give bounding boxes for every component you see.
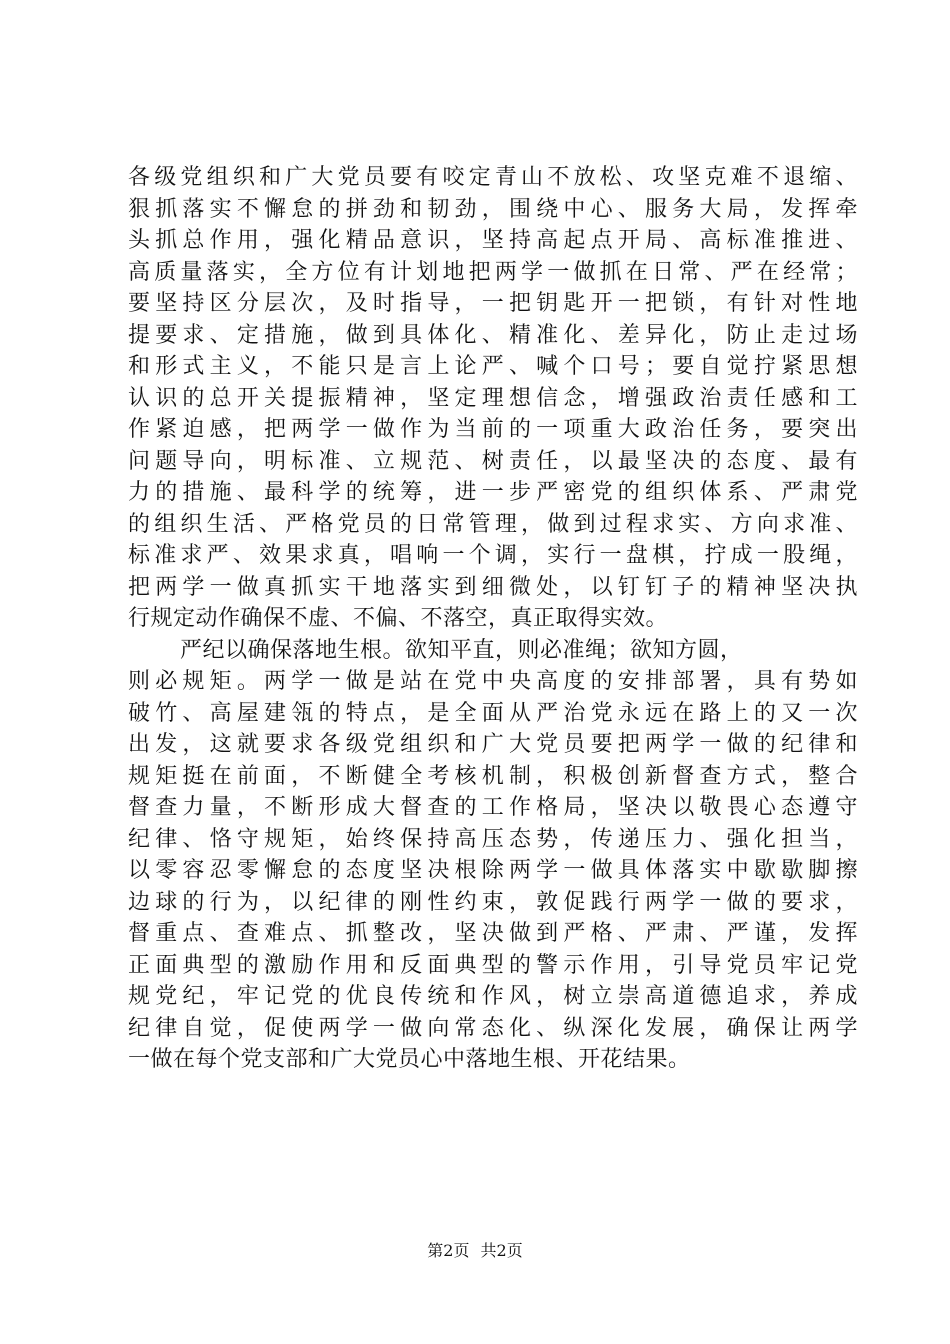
text-line: 各级党组织和广大党员要有咬定青山不放松、攻坚克难不退缩、	[128, 165, 858, 190]
paragraph-2	[128, 635, 858, 1076]
text-line: 头抓总作用，强化精品意识，坚持高起点开局、高标准推进、	[128, 228, 858, 253]
text-line: 纪律、恪守规矩，始终保持高压态势，传递压力、强化担当，	[128, 826, 858, 852]
text-line: 严纪以确保落地生根。欲知平直，则必准绳；欲知方圆，	[180, 637, 743, 663]
text-line: 问题导向，明标准、立规范、树责任，以最坚决的态度、最有	[128, 448, 858, 474]
text-line: 和形式主义，不能只是言上论严、喊个口号；要自觉拧紧思想	[128, 354, 858, 379]
text-line: 破竹、高屋建瓴的特点，是全面从严治党永远在路上的又一次	[128, 700, 858, 726]
text-line: 一做在每个党支部和广大党员心中落地生根、开花结果。	[128, 1047, 691, 1072]
page-number: 第2页	[427, 1241, 470, 1260]
text-line: 提要求、定措施，做到具体化、精准化、差异化，防止走过场	[128, 322, 858, 348]
text-line: 督查力量，不断形成大督查的工作格局，坚决以敬畏心态遵守	[128, 795, 858, 820]
text-line: 作紧迫感，把两学一做作为当前的一项重大政治任务，要突出	[128, 417, 858, 442]
paragraph-1	[128, 162, 858, 635]
text-line: 把两学一做真抓实干地落实到细微处，以钉钉子的精神坚决执	[128, 574, 858, 600]
text-line: 要坚持区分层次，及时指导，一把钥匙开一把锁，有针对性地	[128, 291, 858, 316]
text-line: 督重点、查难点、抓整改，坚决做到严格、严肃、严谨，发挥	[128, 921, 858, 946]
text-line: 标准求严、效果求真，唱响一个调，实行一盘棋，拧成一股绳，	[128, 543, 858, 568]
text-line: 行规定动作确保不虚、不偏、不落空，真正取得实效。	[128, 606, 669, 631]
text-line: 边球的行为，以纪律的刚性约束，敦促践行两学一做的要求，	[128, 889, 858, 915]
text-line: 则必规矩。两学一做是站在党中央高度的安排部署，具有势如	[128, 669, 858, 694]
text-line: 规党纪，牢记党的优良传统和作风，树立崇高道德追求，养成	[128, 984, 858, 1009]
page-footer	[0, 1241, 950, 1261]
text-line: 规矩挺在前面，不断健全考核机制，积极创新督查方式，整合	[128, 763, 858, 789]
text-line: 狠抓落实不懈怠的拼劲和韧劲，围绕中心、服务大局，发挥牵	[128, 196, 858, 222]
text-line: 正面典型的激励作用和反面典型的警示作用，引导党员牢记党	[128, 952, 858, 978]
text-line: 力的措施、最科学的统筹，进一步严密党的组织体系、严肃党	[128, 480, 858, 505]
text-line: 的组织生活、严格党员的日常管理，做到过程求实、方向求准、	[128, 511, 858, 537]
text-line: 认识的总开关提振精神，坚定理想信念，增强政治责任感和工	[128, 385, 858, 411]
text-line: 高质量落实，全方位有计划地把两学一做抓在日常、严在经常；	[128, 259, 858, 285]
text-line: 纪律自觉，促使两学一做向常态化、纵深化发展，确保让两学	[128, 1015, 858, 1041]
text-line: 以零容忍零懈怠的态度坚决根除两学一做具体落实中歇歇脚擦	[128, 858, 858, 883]
document-body	[128, 162, 858, 1076]
text-line: 出发，这就要求各级党组织和广大党员要把两学一做的纪律和	[128, 732, 858, 757]
page-total: 共2页	[480, 1241, 523, 1260]
